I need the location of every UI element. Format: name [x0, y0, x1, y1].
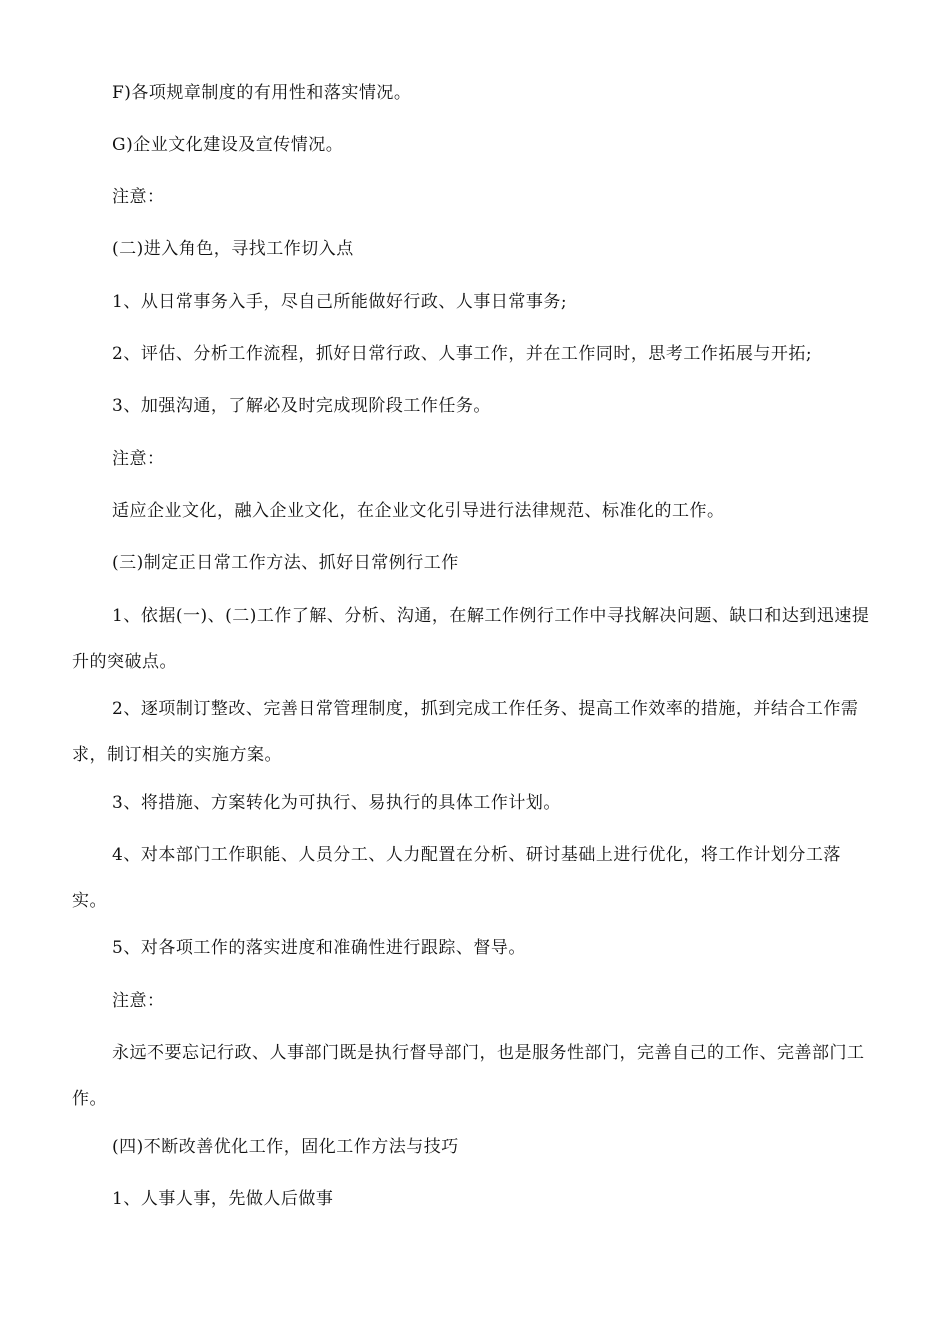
- paragraph-note: 注意：: [112, 187, 165, 207]
- section-heading-3: (三)制定正日常工作方法、抓好日常例行工作: [112, 553, 459, 573]
- paragraph-item-4-1: 1、人事人事，先做人后做事: [112, 1189, 334, 1209]
- section-heading-4: (四)不断改善优化工作，固化工作方法与技巧: [112, 1137, 459, 1157]
- paragraph-item-2-3: 3、加强沟通，了解必及时完成现阶段工作任务。: [112, 396, 491, 416]
- paragraph-f-rules: F)各项规章制度的有用性和落实情况。: [112, 83, 412, 103]
- paragraph-item-2-1: 1、从日常事务入手，尽自己所能做好行政、人事日常事务;: [112, 292, 568, 312]
- paragraph-culture-adapt: 适应企业文化，融入企业文化，在企业文化引导进行法律规范、标准化的工作。: [112, 501, 725, 521]
- paragraph-item-3-2: 2、逐项制订整改、完善日常管理制度，抓到完成工作任务、提高工作效率的措施，并结合工作需求，制订相关的实施方案。: [72, 699, 859, 765]
- paragraph-item-3-1: 1、依据(一)、(二)工作了解、分析、沟通，在解工作例行工作中寻找解决问题、缺口和达到迅速提升的突破点。: [72, 606, 870, 672]
- paragraph-item-3-4: 4、对本部门工作职能、人员分工、人力配置在分析、研讨基础上进行优化，将工作计划分工落实。: [72, 845, 841, 911]
- paragraph-never-forget: 永远不要忘记行政、人事部门既是执行督导部门，也是服务性部门，完善自己的工作、完善部门工作。: [72, 1043, 865, 1109]
- paragraph-item-3-5: 5、对各项工作的落实进度和准确性进行跟踪、督导。: [112, 938, 526, 958]
- paragraph-item-2-2: 2、评估、分析工作流程，抓好日常行政、人事工作，并在工作同时，思考工作拓展与开拓;: [112, 344, 813, 364]
- paragraph-note: 注意：: [112, 449, 165, 469]
- section-heading-2: (二)进入角色，寻找工作切入点: [112, 239, 354, 259]
- paragraph-g-culture: G)企业文化建设及宣传情况。: [112, 135, 344, 155]
- paragraph-note: 注意：: [112, 991, 165, 1011]
- paragraph-item-3-3: 3、将措施、方案转化为可执行、易执行的具体工作计划。: [112, 793, 561, 813]
